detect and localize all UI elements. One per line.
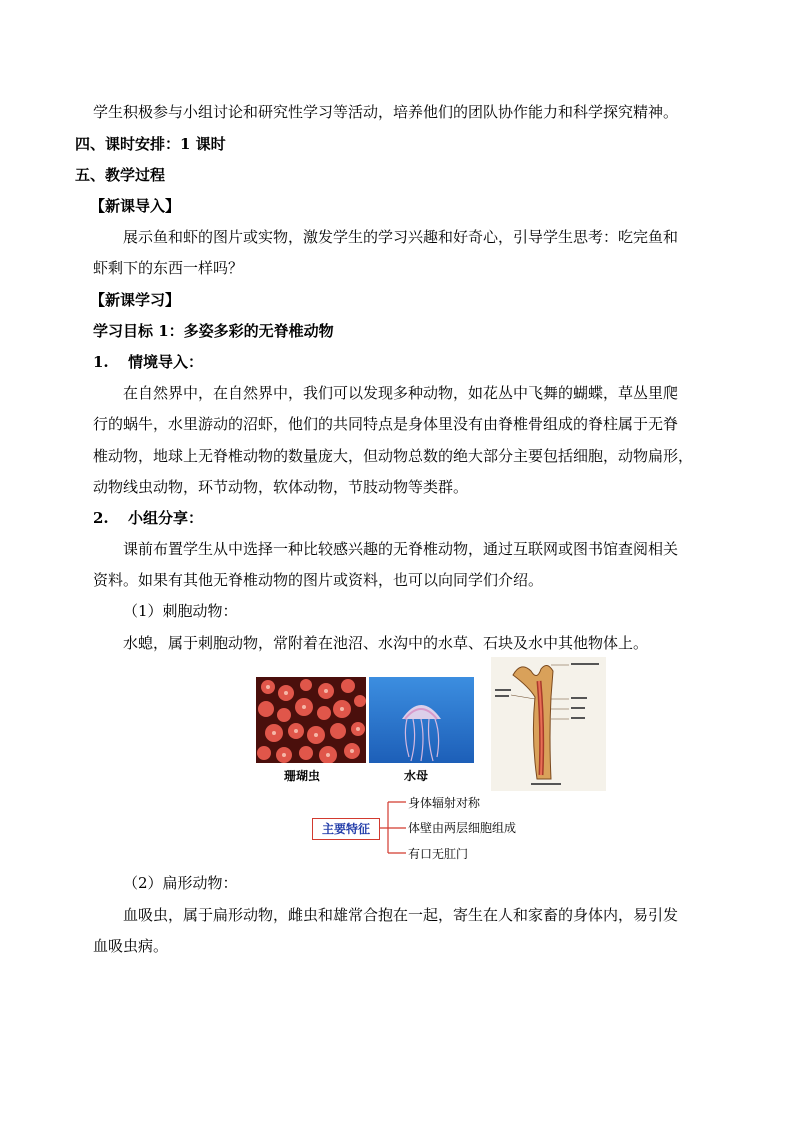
fluke-line-1: 血吸虫，属于扁形动物，雌虫和雄常合抱在一起，寄生在人和家畜的身体内，易引发: [123, 906, 679, 924]
share-line-2: 资料。如果有其他无脊椎动物的图片或资料，也可以向同学们介绍。: [93, 571, 544, 589]
sub-heading-flatworm: （2）扁形动物：: [123, 874, 238, 892]
hydra-structure-diagram: [491, 657, 606, 791]
feature-mouth-no-anus: 有口无肛门: [408, 847, 469, 861]
hydra-text: 水螅，属于刺胞动物，常附着在池沼、水沟中的水草、石块及水中其他物体上。: [123, 634, 649, 652]
coral-caption: 珊瑚虫: [284, 769, 321, 783]
sub-heading-cnidaria: （1）刺胞动物：: [123, 602, 238, 620]
coral-polyp-image: [256, 677, 366, 763]
item-1-title: 情境导入：: [128, 353, 204, 371]
context-line-2: 行的蜗牛，水里游动的沼虾，他们的共同特点是身体里没有由脊椎骨组成的脊柱属于无脊: [93, 415, 679, 433]
jellyfish-caption: 水母: [404, 769, 429, 783]
context-line-1: 在自然界中，在自然界中，我们可以发现多种动物，如花丛中飞舞的蝴蝶，草丛里爬: [123, 384, 679, 402]
fluke-line-2: 血吸虫病。: [93, 937, 169, 955]
import-text-line-2: 虾剩下的东西一样吗？: [93, 259, 244, 277]
feature-radial-symmetry: 身体辐射对称: [408, 796, 481, 810]
item-1-number: 1.: [93, 353, 109, 371]
bracket-learn: 【新课学习】: [90, 291, 181, 309]
context-line-3: 椎动物，地球上无脊椎动物的数量庞大，但动物总数的绝大部分主要包括细胞，动物扁形，: [93, 447, 694, 465]
feature-two-layers: 体壁由两层细胞组成: [408, 821, 517, 835]
context-line-4: 动物线虫动物，环节动物，软体动物，节肢动物等类群。: [93, 478, 469, 496]
feature-bracket: [378, 796, 408, 858]
import-text-line-1: 展示鱼和虾的图片或实物，激发学生的学习兴趣和好奇心，引导学生思考：吃完鱼和: [123, 228, 679, 246]
item-2-number: 2.: [93, 509, 109, 527]
jellyfish-image: [369, 677, 474, 763]
item-2-title: 小组分享：: [128, 509, 204, 527]
heading-schedule: 四、课时安排：1 课时: [75, 135, 226, 153]
bracket-import: 【新课导入】: [90, 197, 181, 215]
goal-1-heading: 学习目标 1：多姿多彩的无脊椎动物: [93, 322, 334, 340]
share-line-1: 课前布置学生从中选择一种比较感兴趣的无脊椎动物，通过互联网或图书馆查阅相关: [123, 540, 679, 558]
heading-process: 五、教学过程: [75, 166, 166, 184]
intro-tail-text: 学生积极参与小组讨论和研究性学习等活动，培养他们的团队协作能力和科学探究精神。: [93, 103, 679, 121]
main-feature-label: 主要特征: [312, 818, 380, 840]
